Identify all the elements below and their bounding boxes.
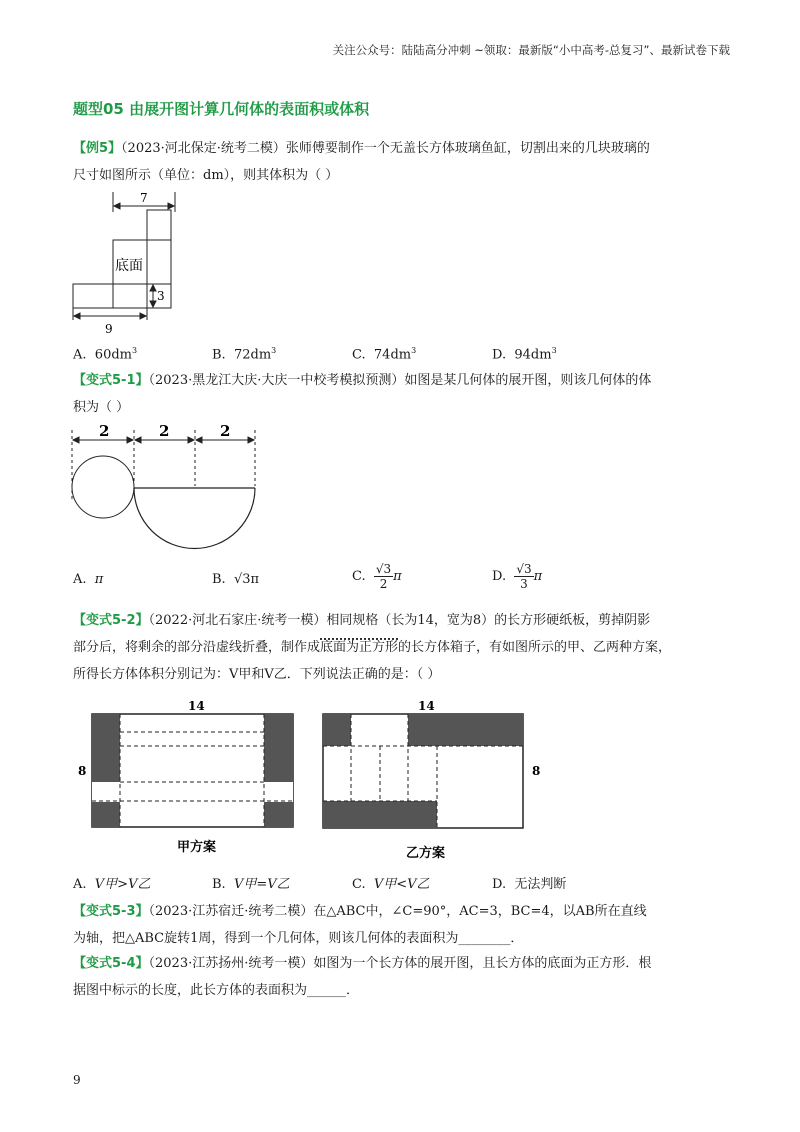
variant-5-4-text <box>73 950 733 1004</box>
label-9: 9 <box>105 322 113 336</box>
label-2-second: 2 <box>159 422 170 440</box>
ex5-option-a: A. $60dm^3$ <box>73 346 138 363</box>
variant-5-2-line-2a: 部分后，将剩余的部分沿虚线折叠，制作成 <box>73 640 321 655</box>
v51-option-b: B. √3π <box>212 572 260 587</box>
label-base: 底面 <box>115 258 143 274</box>
ex5-option-c: C. $74dm^3$ <box>352 346 417 363</box>
variant-5-3-tag: 【变式5-3】 <box>73 904 149 919</box>
variant-5-1-net-figure <box>65 422 265 562</box>
v51-option-d: D. $\frac{√3}{3}$ π <box>492 562 543 591</box>
variant-5-2-text <box>73 607 733 688</box>
jia-caption: 甲方案 <box>177 840 217 855</box>
jia-label-14: 14 <box>188 699 205 713</box>
v52-option-c: C. V甲<V乙 <box>352 877 430 892</box>
variant-5-2-line-1: （2022·河北石家庄·统考一模）相同规格（长为14，宽为8）的长方形硬纸板，剪掉阴影 <box>148 613 651 628</box>
yi-caption: 乙方案 <box>406 846 446 861</box>
variant-5-2-tag: 【变式5-2】 <box>73 613 149 628</box>
example-5-line-2: 尺寸如图所示（单位：dm），则其体积为（ ） <box>73 168 339 183</box>
variant-5-4-line-2: 据图中标示的长度，此长方体的表面积为______． <box>73 983 360 998</box>
variant-5-3-line-2: 为轴，把△ABC旋转1周，得到一个几何体，则该几何体的表面积为________． <box>73 931 524 946</box>
yi-label-8: 8 <box>532 764 541 778</box>
variant-5-3-line-1: （2023·江苏宿迁·统考二模）在△ABC中，∠C=90°，AC=3，BC=4，以AB所在直线 <box>148 904 647 919</box>
variant-5-1-line-2: 积为（ ） <box>73 400 130 415</box>
variant-5-2-line-2c: 的长方体箱子，有如图所示的甲、乙两种方案， <box>398 640 672 655</box>
variant-5-2-emphasis: 底面为正方形 <box>320 640 399 655</box>
section-title: 题型05 由展开图计算几何体的表面积或体积 <box>73 100 370 118</box>
variant-5-1-text <box>73 367 733 421</box>
page-header: 关注公众号：陆陆高分冲刺 ~领取：最新版“小中高考-总复习”、最新试卷下载 <box>332 43 730 57</box>
example-5-text <box>73 135 733 189</box>
label-2-first: 2 <box>99 422 110 440</box>
variant-5-4-tag: 【变式5-4】 <box>73 956 149 971</box>
variant-5-1-line-1: （2023·黑龙江大庆·大庆一中校考模拟预测）如图是某几何体的展开图，则该几何体的体 <box>148 373 652 388</box>
plan-yi-figure <box>320 697 550 862</box>
label-2-third: 2 <box>220 422 231 440</box>
example-5-line-1: （2023·河北保定·统考二模）张师傅要制作一个无盖长方体玻璃鱼缸，切割出来的几块玻璃的 <box>121 141 650 156</box>
jia-label-8: 8 <box>78 764 87 778</box>
example-5-tag: 【例5】 <box>73 141 122 156</box>
page-number: 9 <box>73 1073 81 1087</box>
variant-5-1-tag: 【变式5-1】 <box>73 373 149 388</box>
ex5-option-b: B. $72dm^3$ <box>212 346 277 363</box>
example-5-net-figure <box>65 188 195 338</box>
v51-option-a: A. π <box>73 572 104 587</box>
v52-option-a: A. V甲>V乙 <box>73 877 151 892</box>
v52-option-d: D. 无法判断 <box>492 877 567 892</box>
ex5-option-d: D. $94dm^3$ <box>492 346 557 363</box>
yi-label-14: 14 <box>418 699 435 713</box>
v52-option-b: B. V甲=V乙 <box>212 877 290 892</box>
variant-5-2-line-3: 所得长方体体积分别记为：V甲和V乙．下列说法正确的是：（ ） <box>73 667 441 682</box>
plan-jia-figure <box>75 697 305 862</box>
variant-5-4-line-1: （2023·江苏扬州·统考一模）如图为一个长方体的展开图，且长方体的底面为正方形．根 <box>148 956 652 971</box>
label-7: 7 <box>140 191 148 205</box>
variant-5-3-text <box>73 898 733 952</box>
label-3: 3 <box>157 289 165 303</box>
v51-option-c: C. $\frac{√3}{2}$ π <box>352 562 402 591</box>
